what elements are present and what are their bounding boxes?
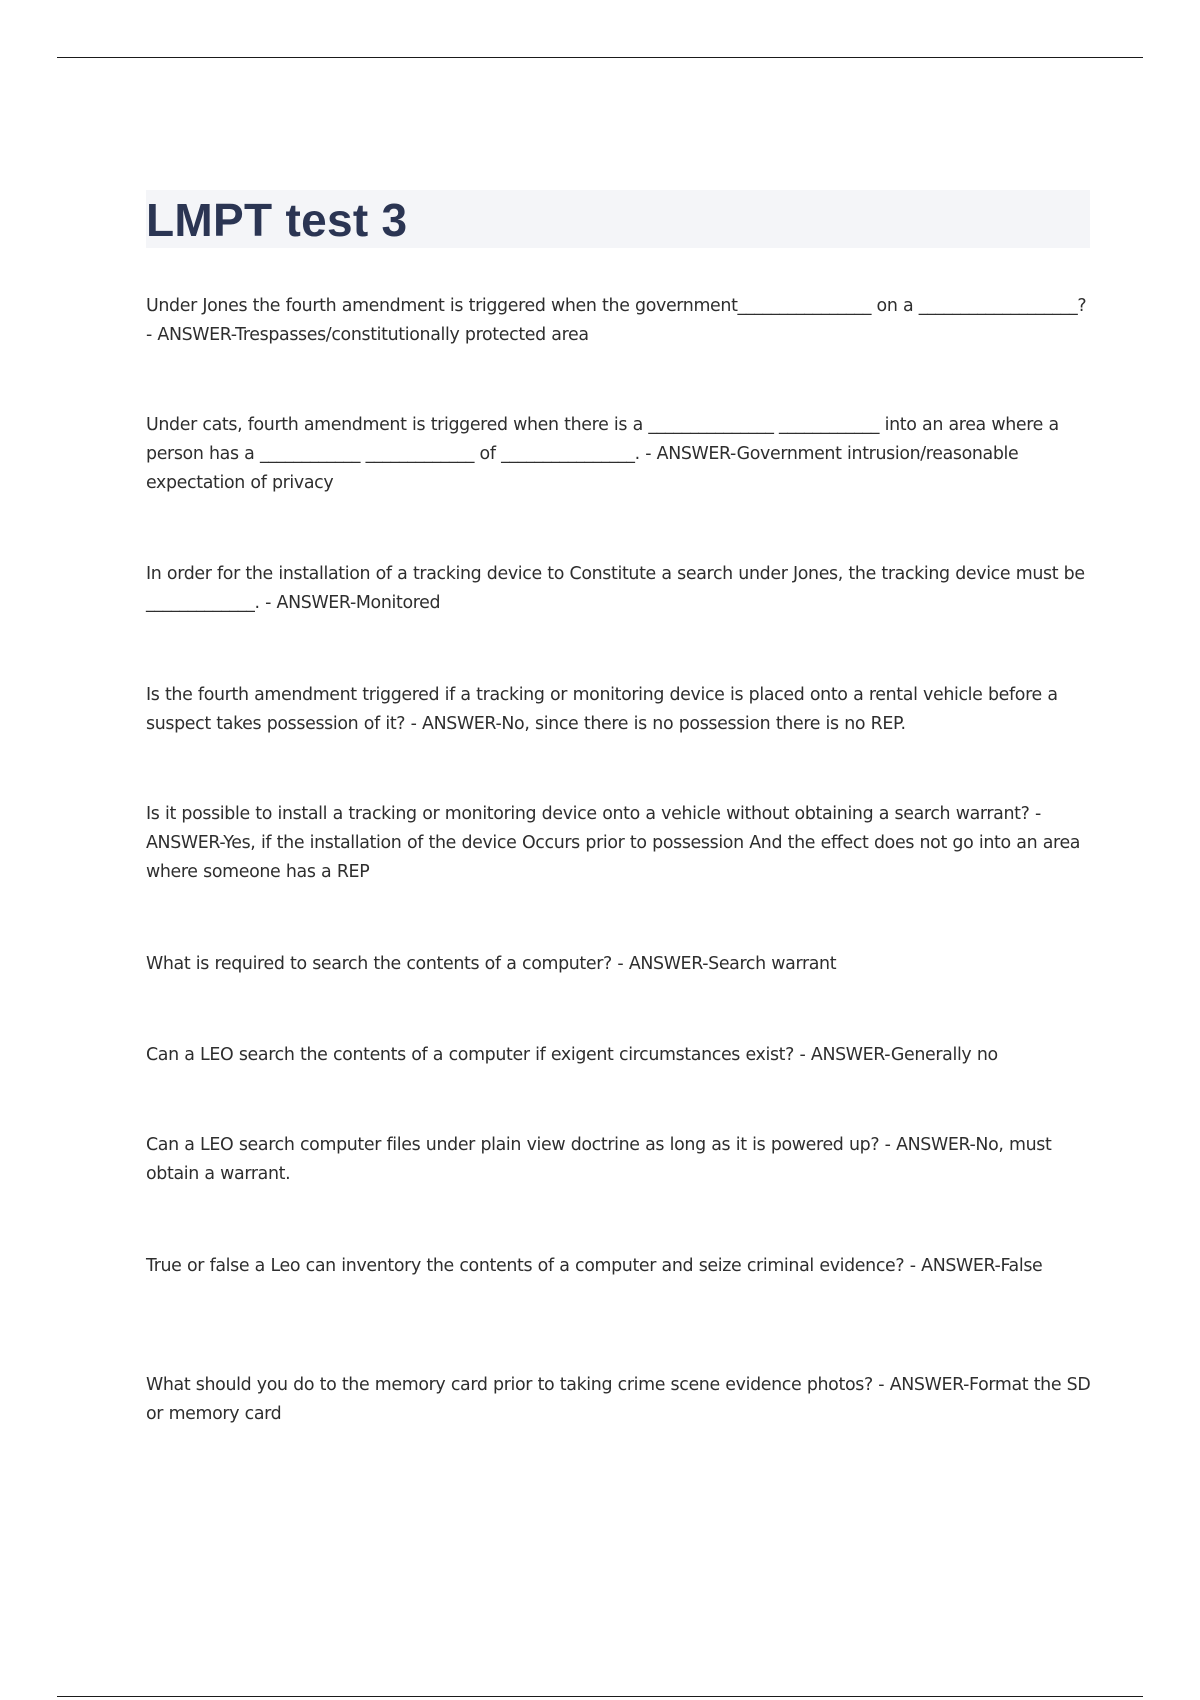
qa-item-7: Can a LEO search the contents of a computer if exigent circumstances exist? - ANSWER-Generally no	[146, 1045, 998, 1065]
header-rule	[57, 57, 1143, 58]
qa-item-10: What should you do to the memory card prior to taking crime scene evidence photos? - ANSWER-Format the SD or memory card	[146, 1375, 1091, 1424]
qa-item-5: Is it possible to install a tracking or monitoring device onto a vehicle without obtaining a search warrant? - ANSWER-Yes, if the installation of the device Occurs prior to possession And the effect does not go into an area where someone has a REP	[146, 804, 1081, 882]
document-title: LMPT test 3	[146, 194, 408, 246]
qa-item-8: Can a LEO search computer files under plain view doctrine as long as it is powered up? - ANSWER-No, must obtain a warrant.	[146, 1135, 1052, 1184]
qa-item-2: Under cats, fourth amendment is triggered when there is a _______________ ____________ into an area where a person has a ____________ _____________ of ________________. - ANSWER-Government intrusion/reasonable expectation of privacy	[146, 415, 1059, 493]
qa-item-4: Is the fourth amendment triggered if a tracking or monitoring device is placed onto a rental vehicle before a suspect takes possession of it? - ANSWER-No, since there is no possession there is no REP.	[146, 685, 1058, 734]
qa-item-1: Under Jones the fourth amendment is triggered when the government________________ on a ___________________? - ANSWER-Trespasses/constitutionally protected area	[146, 296, 1087, 345]
qa-item-9: True or false a Leo can inventory the contents of a computer and seize criminal evidence? - ANSWER-False	[146, 1256, 1043, 1276]
qa-item-6: What is required to search the contents of a computer? - ANSWER-Search warrant	[146, 954, 837, 974]
footer-rule	[57, 1696, 1143, 1697]
qa-item-3: In order for the installation of a tracking device to Constitute a search under Jones, the tracking device must be _____________. - ANSWER-Monitored	[146, 564, 1085, 613]
